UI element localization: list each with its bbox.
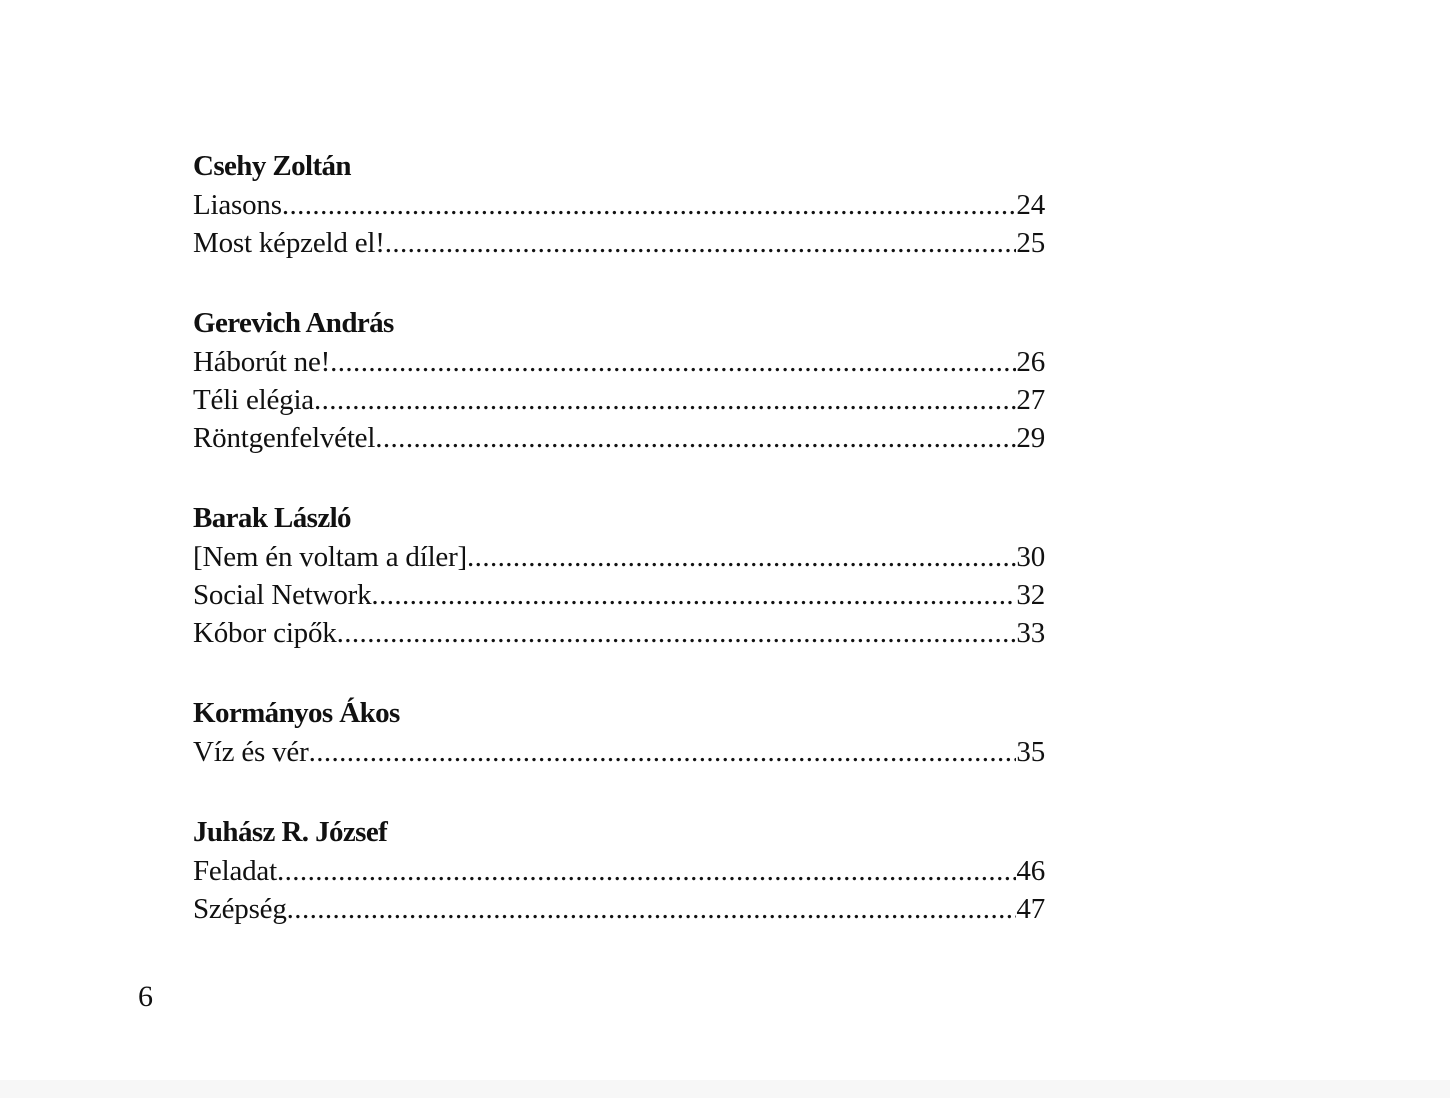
entry-title: Téli elégia — [193, 384, 314, 416]
entry-page-number: 29 — [1016, 422, 1045, 454]
entry-title: Röntgenfelvétel — [193, 422, 376, 454]
entry-page-number: 24 — [1016, 189, 1045, 221]
dot-leader — [371, 576, 1016, 614]
entry-title: Liasons — [193, 189, 282, 221]
entry-page-number: 32 — [1016, 579, 1045, 611]
toc-section — [193, 303, 1045, 457]
dot-leader — [330, 343, 1016, 381]
entry-page-number: 47 — [1016, 893, 1045, 925]
toc-section — [193, 498, 1045, 652]
toc-section — [193, 146, 1045, 262]
dot-leader — [314, 381, 1016, 419]
entry-title: Szépség — [193, 893, 287, 925]
toc-entry — [193, 576, 1045, 614]
toc-entry — [193, 186, 1045, 224]
toc-entry — [193, 343, 1045, 381]
entry-page-number: 35 — [1016, 736, 1045, 768]
table-of-contents — [193, 146, 1045, 969]
toc-entry — [193, 381, 1045, 419]
dot-leader — [467, 538, 1016, 576]
page-bottom-edge — [0, 1080, 1450, 1098]
entry-title: Víz és vér — [193, 736, 309, 768]
entry-page-number: 26 — [1016, 346, 1045, 378]
dot-leader — [375, 419, 1016, 457]
author-heading: Barak László — [193, 502, 351, 534]
author-heading: Kormányos Ákos — [193, 697, 400, 729]
toc-section — [193, 812, 1045, 928]
entry-title: [Nem én voltam a díler] — [193, 541, 468, 573]
entry-title: Most képzeld el! — [193, 227, 385, 259]
entry-title: Kóbor cipők — [193, 617, 337, 649]
dot-leader — [277, 852, 1016, 890]
dot-leader — [287, 890, 1017, 928]
entry-page-number: 25 — [1016, 227, 1045, 259]
dot-leader — [309, 733, 1017, 771]
toc-entry — [193, 224, 1045, 262]
page-number: 6 — [138, 980, 153, 1013]
toc-entry — [193, 852, 1045, 890]
entry-title: Feladat — [193, 855, 277, 887]
toc-section — [193, 693, 1045, 771]
author-heading: Csehy Zoltán — [193, 150, 351, 182]
entry-page-number: 46 — [1016, 855, 1045, 887]
toc-entry — [193, 538, 1045, 576]
entry-title: Social Network — [193, 579, 372, 611]
author-heading: Gerevich András — [193, 307, 394, 339]
toc-entry — [193, 733, 1045, 771]
entry-page-number: 30 — [1016, 541, 1045, 573]
toc-entry — [193, 614, 1045, 652]
dot-leader — [385, 224, 1017, 262]
toc-entry — [193, 890, 1045, 928]
entry-page-number: 27 — [1016, 384, 1045, 416]
dot-leader — [282, 186, 1017, 224]
entry-page-number: 33 — [1016, 617, 1045, 649]
author-heading: Juhász R. József — [193, 816, 388, 848]
dot-leader — [337, 614, 1017, 652]
entry-title: Háborút ne! — [193, 346, 331, 378]
toc-entry — [193, 419, 1045, 457]
